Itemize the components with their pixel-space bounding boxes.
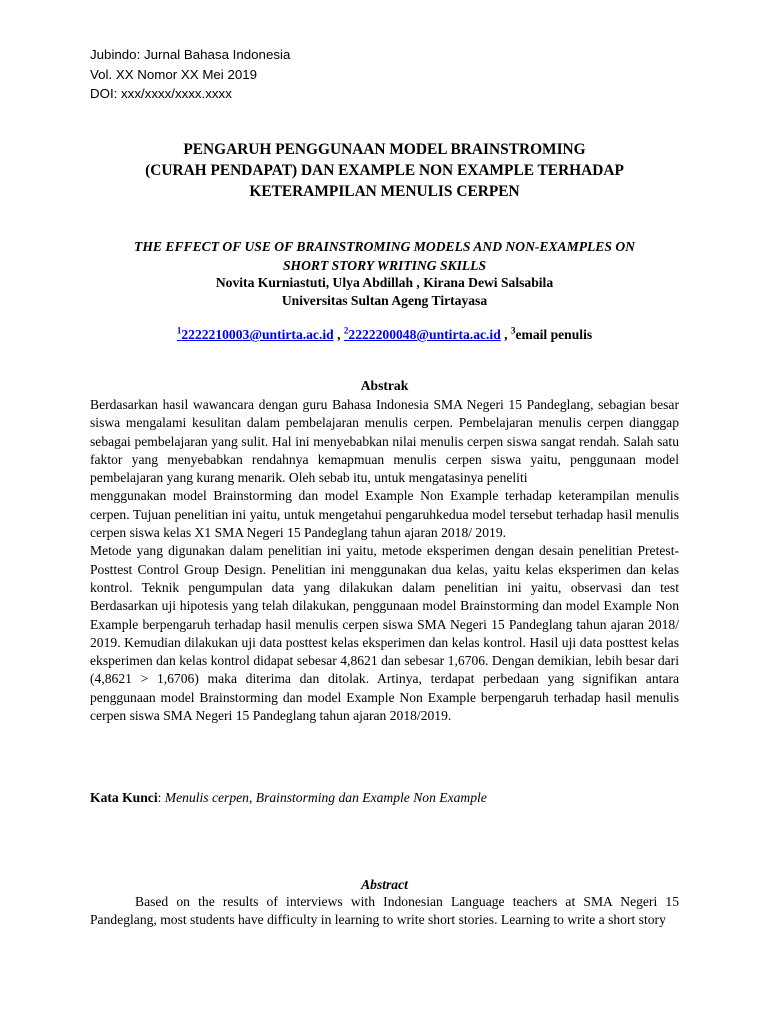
email-separator: , <box>333 327 344 342</box>
title-line: KETERAMPILAN MENULIS CERPEN <box>249 183 520 200</box>
author-block <box>90 274 679 310</box>
abstrak-body <box>90 396 679 725</box>
english-title-line: THE EFFECT OF USE OF BRAINSTROMING MODELS AND NON-EXAMPLES ON <box>134 239 635 254</box>
keywords-line <box>90 789 679 807</box>
abstrak-paragraph: Berdasarkan hasil wawancara dengan guru Bahasa Indonesia SMA Negeri 15 Pandeglang, sebagian besar siswa mengalami kesulitan dalam pembelajaran menulis cerpen. Pembelajaran menulis cerpen dianggap sebagai pembelajaran yang sulit. Hal ini menyebabkan nilai menulis cerpen siswa sangat rendah. Salah satu faktor yang menyebabkan rendahnya kemapmuan menulis cerpen siswa yaitu, penggunaan model pembelajaran yang kurang menarik. Oleh sebab itu, untuk mengatasinya peneliti <box>90 397 679 486</box>
email-separator: , <box>500 327 511 342</box>
email-superscript: 2 <box>343 325 349 336</box>
keywords-text: Menulis cerpen, Brainstorming dan Example Non Example <box>164 790 487 805</box>
abstract-heading: Abstract <box>361 877 408 892</box>
email-link-2[interactable] <box>344 327 501 342</box>
english-title <box>90 238 679 275</box>
journal-name: Jubindo: Jurnal Bahasa Indonesia <box>90 47 291 62</box>
keywords-colon: : <box>157 790 165 805</box>
journal-volume: Vol. XX Nomor XX Mei 2019 <box>90 66 258 82</box>
email-address: 2222200048@untirta.ac.id <box>348 327 501 342</box>
journal-doi: DOI: xxx/xxxx/xxxx.xxxx <box>90 86 232 101</box>
keywords-label: Kata Kunci <box>90 790 158 805</box>
abstrak-heading: Abstrak <box>360 378 409 393</box>
email-address: 2222210003@untirta.ac.id <box>181 327 334 342</box>
email-placeholder: email penulis <box>515 327 593 342</box>
affiliation: Universitas Sultan Ageng Tirtayasa <box>281 293 488 308</box>
english-title-line: SHORT STORY WRITING SKILLS <box>282 257 487 273</box>
email-superscript: 3 <box>510 325 516 336</box>
email-link-1[interactable] <box>177 327 334 342</box>
abstrak-paragraph: menggunakan model Brainstorming dan model Example Non Example terhadap keterampilan menulis cerpen. Tujuan penelitian ini yaitu, untuk mengetahui pengaruhkedua model tersebut terhadap hasil menulis cerpen siswa kelas X1 SMA Negeri 15 Pandeglang tahun ajaran 2018/ 2019. <box>90 488 679 541</box>
title-line: (CURAH PENDAPAT) DAN EXAMPLE NON EXAMPLE TERHADAP <box>145 162 624 179</box>
author-emails <box>90 325 679 345</box>
email-superscript: 1 <box>176 325 182 336</box>
abstract-paragraph: Based on the results of interviews with Indonesian Language teachers at SMA Negeri 15 Pandeglang, most students have difficulty in learning to write short stories. Learning to write a short story <box>90 894 679 928</box>
journal-header <box>90 45 290 104</box>
paper-title <box>90 139 679 202</box>
abstrak-paragraph: Metode yang digunakan dalam penelitian ini yaitu, metode eksperimen dengan desain penelitian Pretest-Posttest Control Group Design. Penelitian ini menggunakan dua kelas, yaitu kelas eksperimen dan kelas kontrol. Teknik pengumpulan data yang dilakukan dalam penelitian ini yaitu, observasi dan test Berdasarkan uji hipotesis yang telah dilakukan, penggunaan model Brainstorming dan model Example Non Example berpengaruh terhadap hasil menulis cerpen siswa SMA Negeri 15 Pandeglang tahun ajaran 2018/ 2019. Kemudian dilakukan uji data posttest kelas eksperimen dan kelas kontrol. Hasil uji data posttest kelas eksperimen dan kelas kontrol didapat sebesar 4,8621 dan sebesar 1,6706. Dengan demikian, lebih besar dari (4,8621 > 1,6706) maka diterima dan ditolak. Artinya, terdapat perbedaan yang signifikan antara penggunaan model Brainstorming dan model Example Non Example berpengaruh terhadap hasil menulis cerpen siswa SMA Negeri 15 Pandeglang tahun ajaran 2018/2019. <box>90 543 679 724</box>
abstract-body <box>90 893 679 930</box>
title-line: PENGARUH PENGGUNAAN MODEL BRAINSTROMING <box>183 141 586 158</box>
author-names: Novita Kurniastuti, Ulya Abdillah , Kirana Dewi Salsabila <box>215 275 554 290</box>
